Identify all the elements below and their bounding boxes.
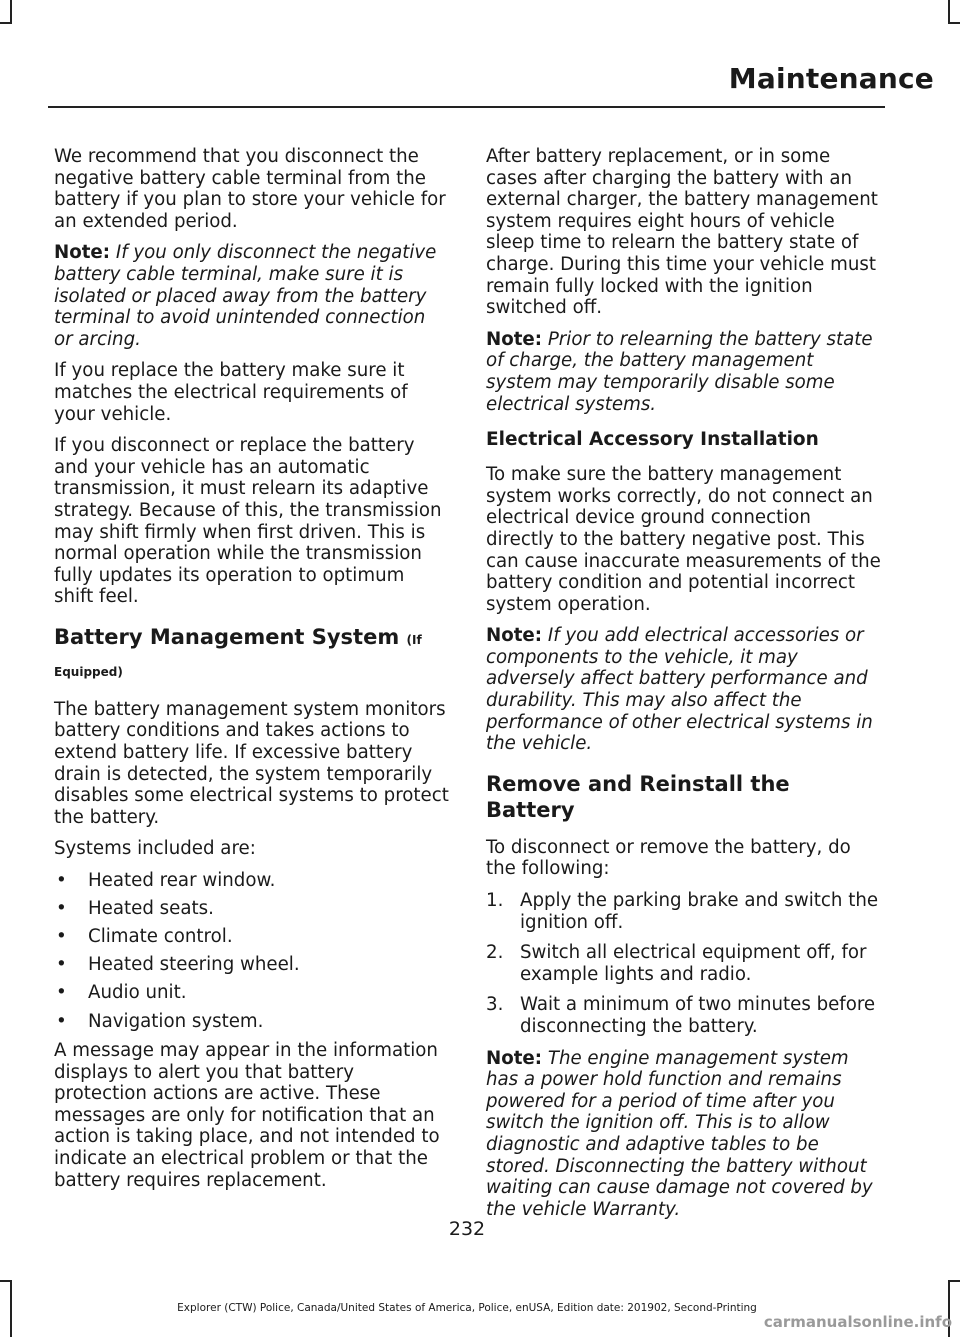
right-column (486, 146, 881, 1230)
heading-battery-management-system (54, 624, 449, 653)
note-accessories (486, 625, 881, 755)
header-divider (48, 106, 885, 108)
crop-mark-bottom-left-h (0, 1280, 12, 1282)
note-label: Note: (486, 1047, 543, 1069)
systems-list (54, 870, 449, 1032)
page-title: Maintenance (728, 62, 934, 95)
list-item: • Climate control. (56, 926, 233, 948)
bullet: • (56, 982, 67, 1004)
heading-suffix: (If (406, 632, 422, 647)
heading-text: Battery Management System (54, 624, 400, 649)
paragraph-store-vehicle: We recommend that you disconnect the negative battery cable terminal from the battery if you plan to store your vehicle for an extended period. (54, 146, 446, 232)
list-item: • Navigation system. (56, 1010, 264, 1032)
list-item: 1. Apply the parking brake and switch the ignition off. (486, 890, 879, 933)
note-text: If you add electrical accessories or components to the vehicle, it may adversely affect battery performance and durability. This may also affect the performance of other electrical systems in the vehicle. (486, 625, 873, 755)
list-item: 2. Switch all electrical equipment off, for example lights and radio. (486, 942, 867, 985)
list-item: 3. Wait a minimum of two minutes before disconnecting the battery. (486, 994, 876, 1037)
paragraph-systems-intro: Systems included are: (54, 838, 256, 860)
note-power-hold (486, 1048, 881, 1221)
heading-electrical-accessory-installation: Electrical Accessory Installation (486, 429, 819, 451)
paragraph-replace-battery: If you replace the battery make sure it matches the electrical requirements of your vehicle. (54, 360, 408, 425)
page-number: 232 (448, 1218, 486, 1240)
note-relearning (486, 329, 881, 415)
note-label: Note: (54, 242, 111, 264)
heading-remove-reinstall-battery: Remove and Reinstall the Battery (486, 771, 790, 822)
note-text: If you only disconnect the negative battery cable terminal, make sure it is isolated or placed away from the battery terminal to avoid unintended connection or arcing. (54, 242, 437, 350)
crop-mark-bottom-right-h (948, 1280, 960, 1282)
paragraph-message-display: A message may appear in the information displays to alert you that battery protection actions are active. These messages are only for notification that an action is taking place, and not intended to indicate an electrical problem or that the battery requires replacement. (54, 1040, 440, 1191)
crop-mark-top-right (948, 0, 950, 22)
bullet: • (56, 954, 67, 976)
note-label: Note: (486, 328, 543, 350)
list-item: • Heated rear window. (56, 870, 276, 892)
note-label: Note: (486, 625, 543, 647)
crop-mark-top-left-h (0, 22, 12, 24)
paragraph-relearn-strategy: If you disconnect or replace the battery and your vehicle has an automatic transmission, it must relearn its adaptive strategy. Because of this, the transmission may shift firmly when first driven. This is normal operation while the transmission fully updates its operation to optimum shift feel. (54, 435, 442, 608)
watermark: carmanualsonline.info (763, 1313, 952, 1331)
paragraph-after-replacement: After battery replacement, or in some cases after charging the battery with an external charger, the battery management system requires eight hours of vehicle sleep time to relearn the battery state of charge. During this time your vehicle must remain fully locked with the ignition switched off. (486, 146, 878, 319)
bullet: • (56, 1010, 67, 1032)
crop-mark-top-left (10, 0, 12, 22)
list-item: • Heated seats. (56, 898, 214, 920)
heading-equipped: Equipped) (54, 664, 123, 679)
note-disconnect (54, 242, 449, 350)
paragraph-bms-description: The battery management system monitors battery conditions and takes actions to extend battery life. If excessive battery drain is detected, the system temporarily disables some electrical systems to protect the battery. (54, 698, 449, 828)
left-column (54, 146, 449, 1201)
note-text: The engine management system has a power hold function and remains powered for a period of time after you switch the ignition off. This is to allow diagnostic and adaptive tables to be stored. Disconnecting the battery without waiting can cause damage not covered by the vehicle Warranty. (486, 1047, 873, 1220)
note-text: Prior to relearning the battery state of charge, the battery management system may temporarily disable some electrical systems. (486, 328, 873, 415)
paragraph-ground-connection: To make sure the battery management system works correctly, do not connect an electrical device ground connection directly to the battery negative post. This can cause inaccurate measurements of the battery condition and potential incorrect system operation. (486, 464, 881, 615)
footer-edition-info: Explorer (CTW) Police, Canada/United States of America, Police, enUSA, Edition date: 201902, Second-Printing (177, 1302, 757, 1314)
steps-list (486, 890, 881, 1038)
bullet: • (56, 870, 67, 892)
bullet: • (56, 926, 67, 948)
bullet: • (56, 898, 67, 920)
paragraph-disconnect-intro: To disconnect or remove the battery, do the following: (486, 836, 851, 880)
list-item: • Heated steering wheel. (56, 954, 300, 976)
list-item: • Audio unit. (56, 982, 187, 1004)
crop-mark-top-right-h (948, 22, 960, 24)
